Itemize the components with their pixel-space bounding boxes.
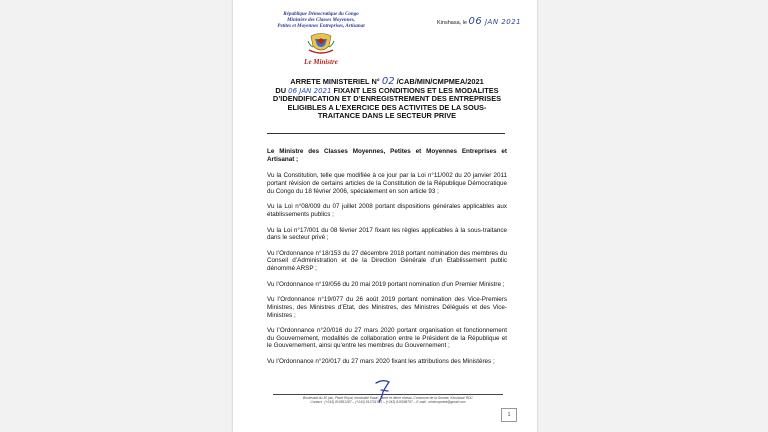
footer-address: Boulevard du 30 juin, Place Royal, Immeuble Kasaï, 3ème et 4ème niveau, Commune de la Gombe, Kinshasa/ RDC xyxy=(303,396,473,400)
title-prefix: ARRETE MINISTERIEL N° xyxy=(290,77,380,86)
recital-paragraph: Vu la Loi n°17/001 du 08 février 2017 fixant les règles applicables à la sous-traitance dans le secteur privé ; xyxy=(267,226,507,242)
decree-title xyxy=(267,78,507,121)
handwritten-decree-number: 02 xyxy=(381,76,395,87)
date-place: Kinshasa, le xyxy=(437,20,467,26)
title-line-2: FIXANT LES CONDITIONS ET LES MODALITES xyxy=(333,85,499,95)
footer xyxy=(273,396,503,405)
footer-divider xyxy=(273,394,503,395)
handwritten-date: 06 JAN 2021 xyxy=(468,16,522,27)
letterhead-ministry-line-1: Ministère des Classes Moyennes, xyxy=(287,18,355,23)
footer-contact: Contact : (+243) 815551287 – (+243) 811751733 – (+243) 815595707 – E-mail : minicmpmea@gmail.com xyxy=(310,400,466,405)
title-du: DU xyxy=(275,85,287,95)
title-line-3: D’IDENDIFICATION ET D’ENREGISTREMENT DES ENTREPRISES xyxy=(272,94,502,104)
recital-paragraph: Vu l’Ordonnance n°19/077 du 26 août 2019 portant nomination des Vice-Premiers Ministres, des Ministres d’Etat, des Ministres, des Ministres Délégués et des Vice-Ministres ; xyxy=(267,296,507,319)
recital-paragraph: Vu la Constitution, telle que modifiée à ce jour par la Loi n°11/002 du 20 janvier 2011 portant révision de certains articles de la Constitution de la République Démocratique du Congo du 18 février 2006, spécialement en son article 93 ; xyxy=(267,172,507,195)
letterhead xyxy=(263,12,379,66)
title-line-5: TRAITANCE DANS LE SECTEUR PRIVE xyxy=(317,111,457,121)
recital-paragraph: Vu l’Ordonnance n°20/017 du 27 mars 2020 fixant les attributions des Ministères ; xyxy=(267,357,495,365)
letterhead-signature-label: Le Ministre xyxy=(304,58,338,66)
letterhead-ministry-line-2: Petites et Moyennes Entreprises, Artisanat xyxy=(277,24,365,29)
recital-paragraph: Vu la Loi n°08/009 du 07 juillet 2008 portant dispositions générales applicables aux établissements publics ; xyxy=(267,203,507,219)
letterhead-country: République Démocratique du Congo xyxy=(283,12,359,17)
title-reference: /CAB/MIN/CMPMEA/2021 xyxy=(396,77,484,86)
handwritten-decree-date: 06 JAN 2021 xyxy=(288,86,332,95)
page-number: 1 xyxy=(501,408,517,422)
title-divider xyxy=(267,133,505,134)
recital-paragraph: Vu l’Ordonnance n°20/016 du 27 mars 2020 portant organisation et fonctionnement du Gouvernement, modalités de collaboration entre le Président de la République et le Gouvernement, ainsi qu’entre les membres du Gouvernement ; xyxy=(267,327,507,350)
title-line-4: ELIGIBLES A L’EXERCICE DES ACTIVITES DE LA SOUS- xyxy=(287,102,487,112)
recital-paragraph: Vu l’Ordonnance n°19/056 du 20 mai 2019 portant nomination d’un Premier Ministre ; xyxy=(267,280,505,288)
minister-heading: Le Ministre des Classes Moyennes, Petites et Moyennes Entreprises et Artisanat ; xyxy=(267,148,507,163)
recital-paragraph: Vu l’Ordonnance n°18/153 du 27 décembre 2018 portant nomination des membres du Conseil d’Administration et de la Direction Générale d’un Etablissement public dénommé ARSP ; xyxy=(267,249,507,273)
document-page xyxy=(233,0,537,432)
date-line xyxy=(437,16,521,27)
decree-body xyxy=(267,148,507,373)
coat-of-arms-icon xyxy=(307,32,335,56)
